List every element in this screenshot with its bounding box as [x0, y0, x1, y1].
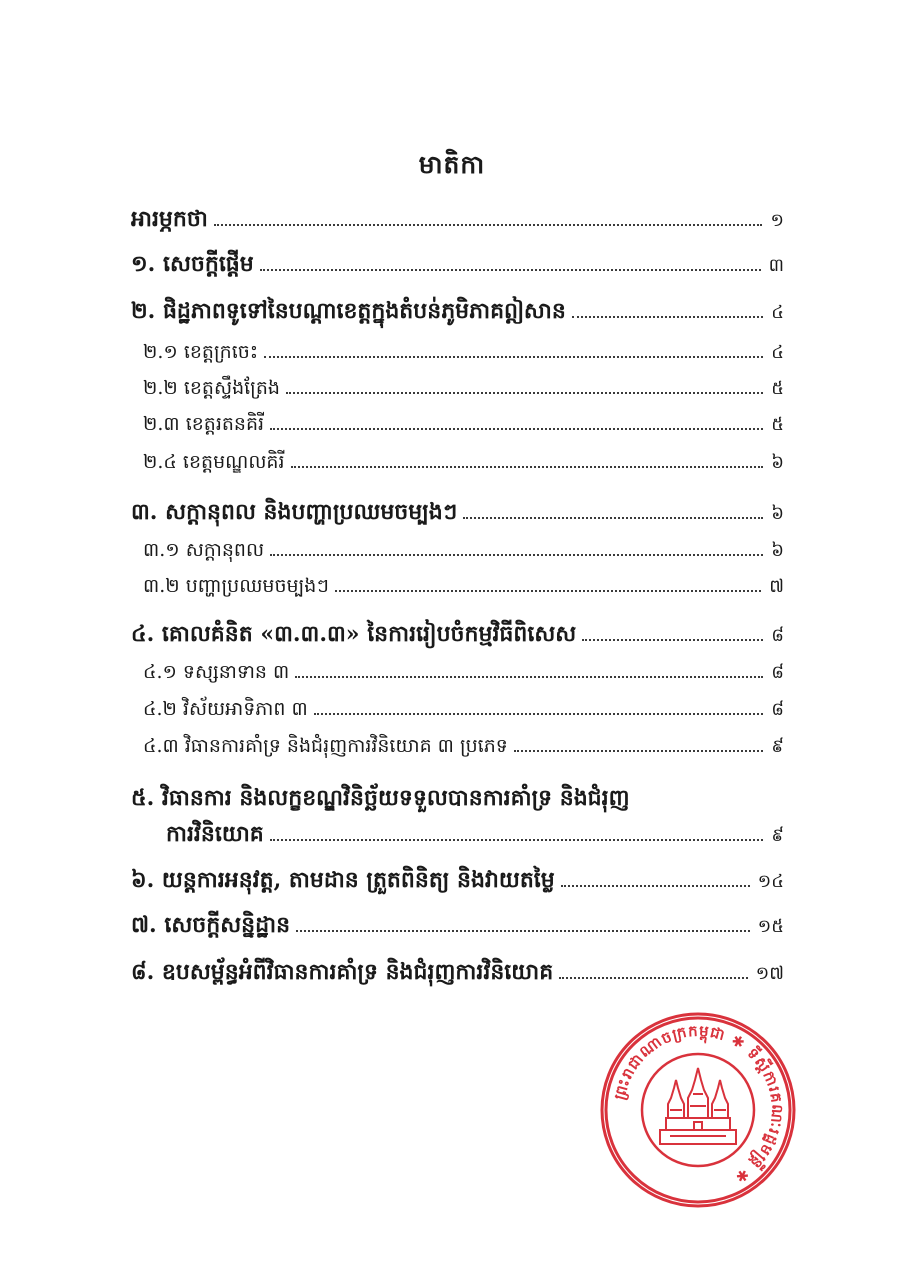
- toc-subentry: [143, 734, 784, 762]
- toc-entry-label: ៤.២ វិស័យអាទិភាព ៣: [143, 698, 308, 720]
- toc-entry-page: ៦: [771, 503, 784, 524]
- toc-entry-label: ៥. វិធានការ និងលក្ខខណ្ឌវិនិច្ឆ័យទទួលបានការគាំទ្រ និងជំរុញ: [131, 785, 630, 811]
- toc-entry: [131, 620, 784, 652]
- toc-entry-label: ២.២ ខេត្តស្ទឹងត្រែង: [143, 377, 280, 399]
- toc-entry-page: ១: [770, 210, 784, 231]
- toc-entry-page: ៩: [771, 825, 784, 846]
- toc-subentry: [143, 538, 784, 566]
- toc-entry-label: ២.១ ខេត្តក្រចេះ: [143, 341, 259, 363]
- toc-entry-label: ៨. ឧបសម្ព័ន្ធអំពីវិធានការគាំទ្រ និងជំរុញការវិនិយោគ: [131, 959, 554, 985]
- toc-subentry: [143, 450, 784, 478]
- toc-dot-leader: [214, 224, 763, 226]
- toc-entry-page: ១៤: [757, 871, 784, 892]
- toc-entry-continuation: [166, 820, 784, 852]
- toc-dot-leader: [270, 428, 763, 430]
- toc-entry-label: ២.៤ ខេត្តមណ្ឌលគិរី: [143, 451, 285, 473]
- toc-entry-label: ៣.១ សក្តានុពល: [143, 539, 265, 561]
- toc-entry-page: ៤: [771, 302, 784, 323]
- toc-dot-leader: [286, 392, 763, 394]
- toc-entry-page: ៨: [771, 699, 784, 720]
- toc-dot-leader: [296, 930, 750, 932]
- toc-entry-label: ៦. យន្តការអនុវត្ត, តាមដាន ត្រួតពិនិត្យ និងវាយតម្លៃ: [131, 867, 555, 893]
- official-seal: [598, 1010, 798, 1210]
- toc-entry-label: ១. សេចក្តីផ្តើម: [131, 251, 254, 277]
- toc-entry: [131, 498, 784, 530]
- toc-entry: [131, 784, 784, 816]
- toc-entry-label: ២.៣ ខេត្តរតនគិរី: [143, 413, 265, 435]
- toc-dot-leader: [463, 517, 763, 519]
- toc-dot-leader: [561, 885, 750, 887]
- toc-title: មាតិកា: [418, 150, 486, 179]
- toc-entry-page: ៧: [769, 576, 784, 597]
- toc-entry-page: ៩: [771, 736, 784, 757]
- toc-entry-page: ៤: [771, 342, 784, 363]
- toc-dot-leader: [559, 977, 747, 979]
- toc-dot-leader: [291, 466, 764, 468]
- toc-entry-label: ៣. សក្តានុពល និងបញ្ហាប្រឈមចម្បងៗ: [131, 499, 458, 525]
- toc-subentry: [143, 376, 784, 404]
- toc-dot-leader: [514, 750, 763, 752]
- toc-subentry: [143, 660, 784, 688]
- toc-entry: [131, 250, 784, 282]
- toc-entry-label: ការវិនិយោគ: [166, 821, 264, 847]
- temple-icon: [660, 1068, 736, 1144]
- toc-entry-page: ៣: [768, 255, 784, 276]
- toc-entry-label: ៤.៣ វិធានការគាំទ្រ និងជំរុញការវិនិយោគ ៣ ប្រភេទ: [143, 735, 508, 757]
- toc-entry-label: ៤. គោលគំនិត «៣.៣.៣» នៃការរៀបចំកម្មវិធីពិសេស: [131, 621, 577, 647]
- seal-outer-ring: [602, 1014, 794, 1206]
- seal-inner-ring: [606, 1018, 790, 1202]
- toc-entry-page: ១៥: [757, 916, 784, 937]
- toc-dot-leader: [270, 839, 763, 841]
- toc-dot-leader: [270, 554, 763, 556]
- seal-text: [610, 1022, 786, 1187]
- toc-entry-label: ៤.១ ទស្សនាទាន ៣: [143, 661, 290, 683]
- toc-entry-page: ៥: [771, 414, 784, 435]
- toc-entry-page: ៦: [771, 452, 784, 473]
- svg-text:ព្រះរាជាណាចក្រកម្ពុជា ✱ ទីស្តី: ព្រះរាជាណាចក្រកម្ពុជា ✱ ទីស្តីការគណៈរដ្ឋមន្ត្រី ✱: [610, 1021, 787, 1188]
- toc-dot-leader: [295, 676, 763, 678]
- toc-entry-page: ៦: [771, 540, 784, 561]
- toc-dot-leader: [314, 713, 764, 715]
- toc-entry: [131, 297, 784, 329]
- toc-entry: [131, 911, 784, 943]
- toc-entry: [131, 958, 784, 990]
- toc-entry: [131, 866, 784, 898]
- toc-entry-page: ៨: [771, 625, 784, 646]
- toc-entry-label: ៣.២ បញ្ហាប្រឈមចម្បងៗ: [143, 575, 329, 597]
- toc-entry-label: ៧. សេចក្តីសន្និដ្ឋាន: [131, 912, 291, 938]
- toc-dot-leader: [582, 639, 763, 641]
- toc-entry-page: ១៧: [755, 963, 784, 984]
- toc-dot-leader: [335, 590, 761, 592]
- toc-subentry: [143, 340, 784, 368]
- toc-entry-label: អារម្ភកថា: [131, 206, 208, 232]
- toc-entry-page: ៥: [771, 378, 784, 399]
- toc-subentry: [143, 574, 784, 602]
- toc-subentry: [143, 697, 784, 725]
- toc-dot-leader: [264, 356, 763, 358]
- toc-entry: [131, 205, 784, 237]
- toc-entry-page: ៨: [771, 662, 784, 683]
- toc-dot-leader: [260, 269, 761, 271]
- toc-dot-leader: [572, 316, 763, 318]
- toc-subentry: [143, 412, 784, 440]
- toc-entry-label: ២. ផិដ្ឋភាពទូទៅនៃបណ្តាខេត្តក្នុងតំបន់ភូមិភាគឦសាន: [131, 298, 566, 324]
